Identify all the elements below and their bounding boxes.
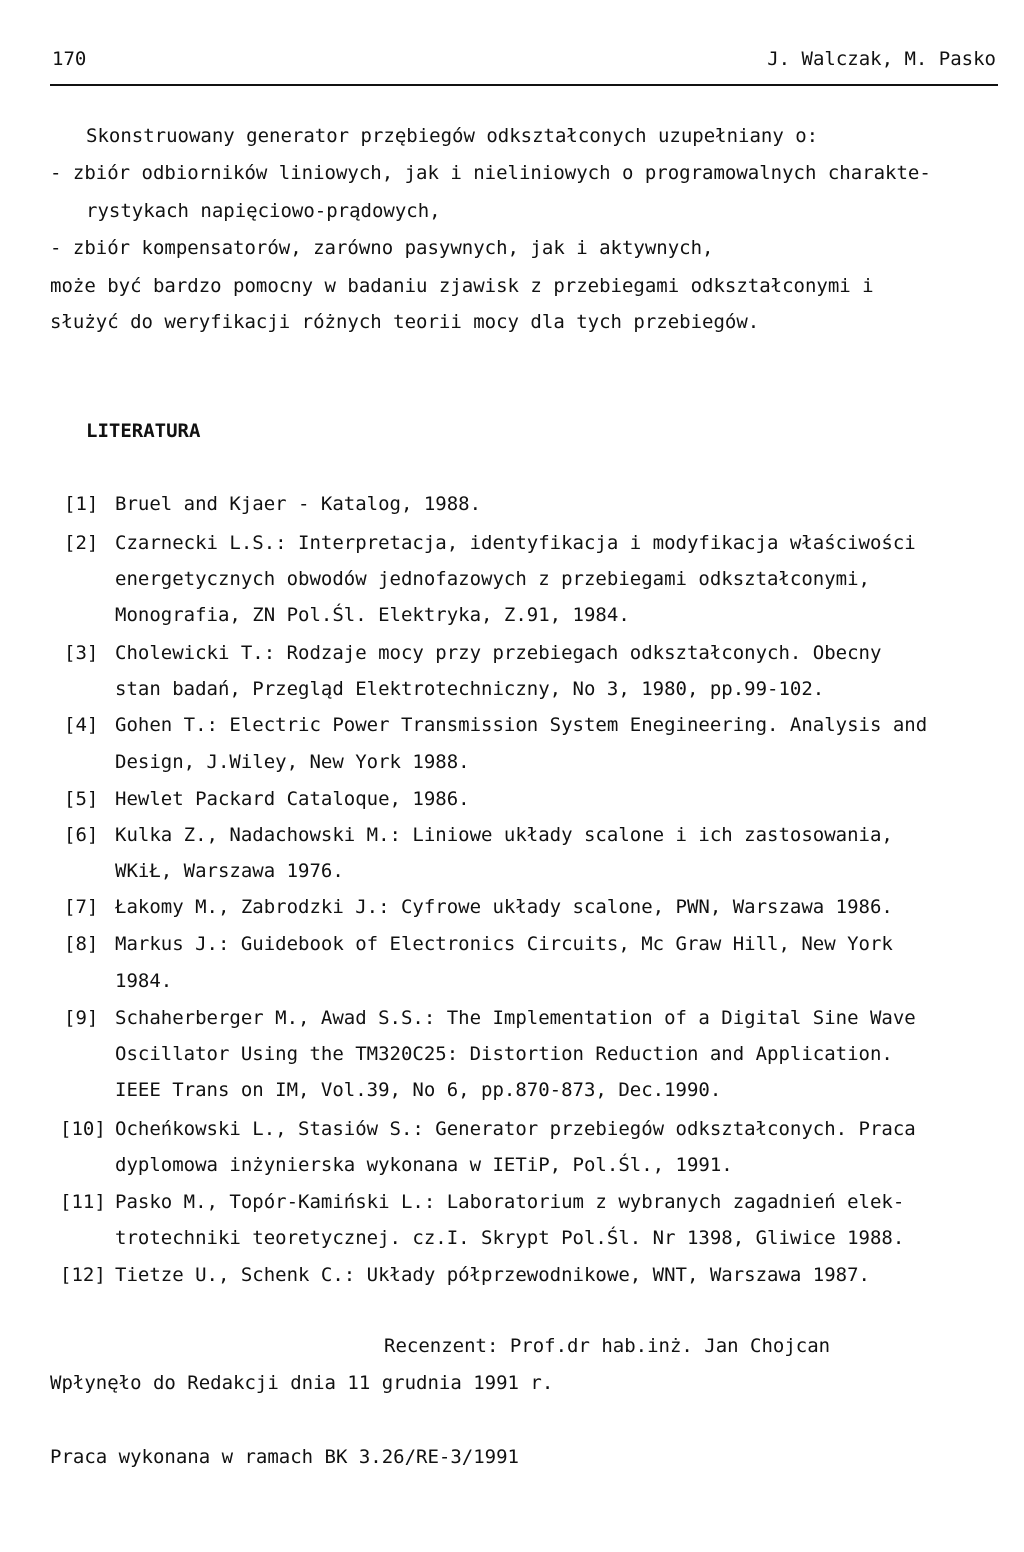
reference-number: [6]: [64, 824, 99, 846]
literature-heading: LITERATURA: [86, 420, 201, 442]
reference-number: [11]: [60, 1191, 106, 1213]
reference-text: stan badań, Przegląd Elektrotechniczny, No 3, 1980, pp.99-102.: [115, 678, 825, 700]
page-header: [52, 48, 996, 76]
running-head: J. Walczak, M. Pasko: [767, 48, 996, 70]
reference-text: Oscillator Using the TM320C25: Distortion Reduction and Application.: [115, 1043, 893, 1065]
page-number: 170: [52, 48, 87, 70]
reference-text: Kulka Z., Nadachowski M.: Liniowe układy scalone i ich zastosowania,: [115, 824, 893, 846]
reference-number: [8]: [64, 933, 99, 955]
reference-text: Cholewicki T.: Rodzaje mocy przy przebiegach odkształconych. Obecny: [115, 642, 882, 664]
reference-number: [3]: [64, 642, 99, 664]
reference-text: Ocheńkowski L., Stasiów S.: Generator przebiegów odkształconych. Praca: [115, 1118, 916, 1140]
intro-line: - zbiór odbiorników liniowych, jak i nieliniowych o programowalnych charakte-: [50, 162, 931, 184]
intro-line: może być bardzo pomocny w badaniu zjawisk z przebiegami odkształconymi i: [50, 275, 874, 297]
intro-line: służyć do weryfikacji różnych teorii mocy dla tych przebiegów.: [50, 311, 760, 333]
intro-line: Skonstruowany generator przębiegów odkształconych uzupełniany o:: [86, 125, 819, 147]
reference-number: [7]: [64, 896, 99, 918]
reference-number: [10]: [60, 1118, 106, 1140]
reference-number: [1]: [64, 493, 99, 515]
reference-text: IEEE Trans on IM, Vol.39, No 6, pp.870-873, Dec.1990.: [115, 1079, 722, 1101]
reference-text: 1984.: [115, 970, 173, 992]
header-rule: [50, 84, 998, 86]
reference-text: dyplomowa inżynierska wykonana w IETiP, Pol.Śl., 1991.: [115, 1154, 733, 1176]
reference-text: Hewlet Packard Cataloque, 1986.: [115, 788, 470, 810]
reference-text: Czarnecki L.S.: Interpretacja, identyfikacja i modyfikacja właściwości: [115, 532, 916, 554]
reference-text: WKiŁ, Warszawa 1976.: [115, 860, 344, 882]
reviewer-note: Recenzent: Prof.dr hab.inż. Jan Chojcan: [384, 1335, 831, 1357]
reference-text: Markus J.: Guidebook of Electronics Circuits, Mc Graw Hill, New York: [115, 933, 893, 955]
funding-note: Praca wykonana w ramach BK 3.26/RE-3/1991: [50, 1446, 519, 1468]
intro-line: rystykach napięciowo-prądowych,: [86, 200, 441, 222]
reference-text: Łakomy M., Zabrodzki J.: Cyfrowe układy scalone, PWN, Warszawa 1986.: [115, 896, 893, 918]
reference-text: Gohen T.: Electric Power Transmission System Enegineering. Analysis and: [115, 714, 928, 736]
reference-number: [5]: [64, 788, 99, 810]
reference-text: Monografia, ZN Pol.Śl. Elektryka, Z.91, 1984.: [115, 604, 630, 626]
reference-text: Schaherberger M., Awad S.S.: The Implementation of a Digital Sine Wave: [115, 1007, 916, 1029]
reference-number: [12]: [60, 1264, 106, 1286]
reference-text: Tietze U., Schenk C.: Układy półprzewodnikowe, WNT, Warszawa 1987.: [115, 1264, 870, 1286]
reference-number: [2]: [64, 532, 99, 554]
reference-number: [4]: [64, 714, 99, 736]
reference-text: trotechniki teoretycznej. cz.I. Skrypt Pol.Śl. Nr 1398, Gliwice 1988.: [115, 1227, 905, 1249]
received-note: Wpłynęło do Redakcji dnia 11 grudnia 1991 r.: [50, 1372, 554, 1394]
reference-text: Pasko M., Topór-Kamiński L.: Laboratorium z wybranych zagadnień elek-: [115, 1191, 905, 1213]
intro-line: - zbiór kompensatorów, zarówno pasywnych, jak i aktywnych,: [50, 237, 714, 259]
reference-number: [9]: [64, 1007, 99, 1029]
reference-text: Design, J.Wiley, New York 1988.: [115, 751, 470, 773]
reference-text: Bruel and Kjaer - Katalog, 1988.: [115, 493, 482, 515]
reference-text: energetycznych obwodów jednofazowych z przebiegami odkształconymi,: [115, 568, 870, 590]
